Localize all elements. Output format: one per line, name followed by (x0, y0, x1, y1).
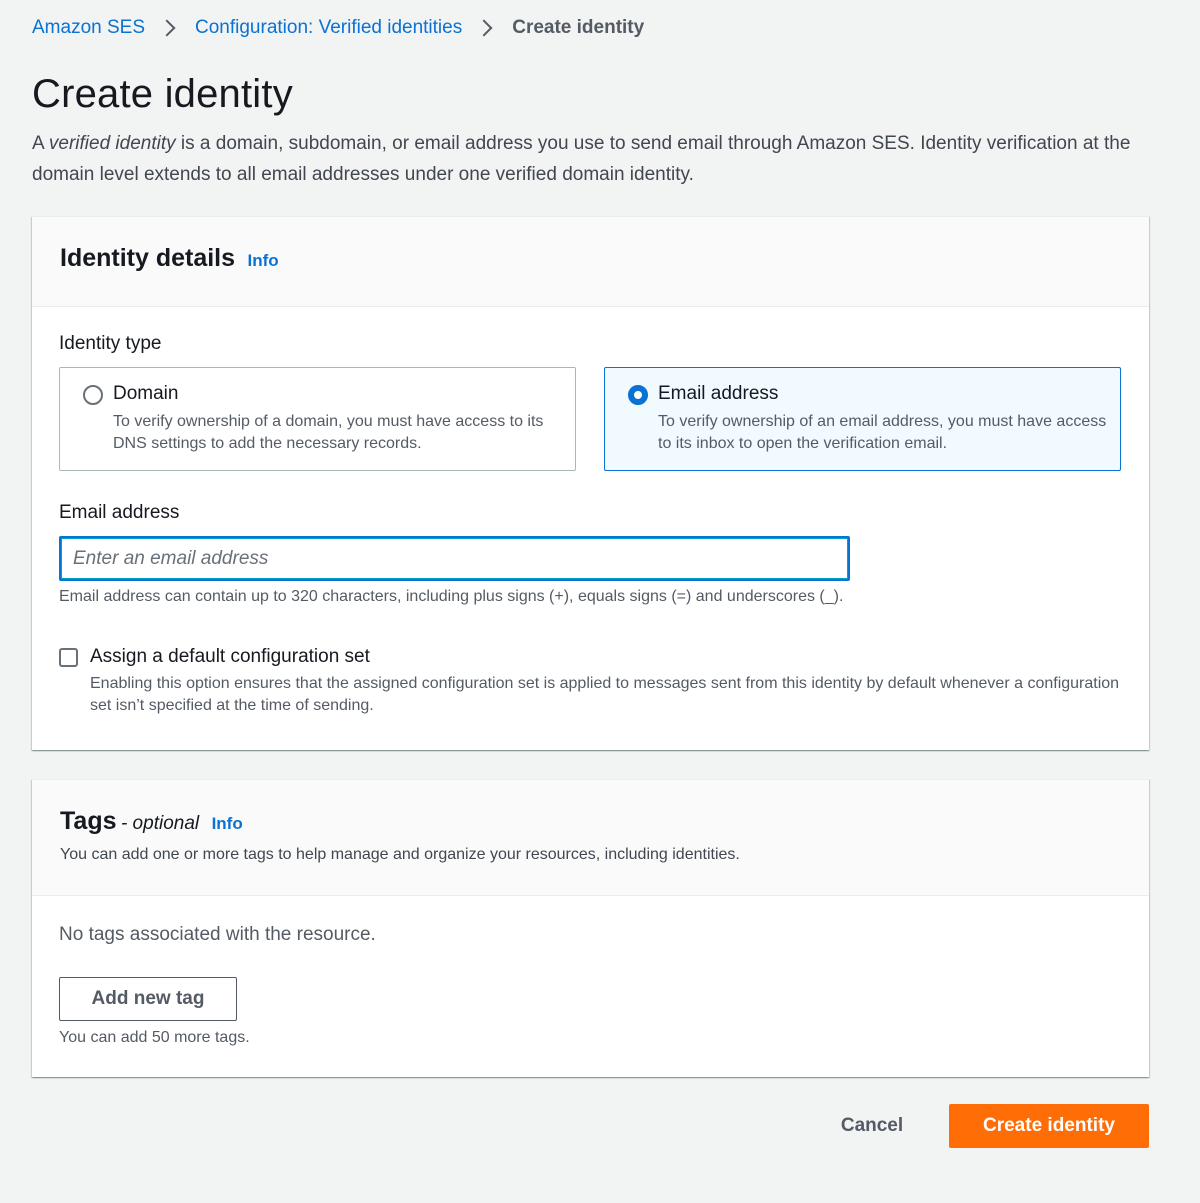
identity-type-email-tile[interactable] (604, 367, 1121, 471)
identity-details-title: Identity details (60, 244, 236, 272)
tags-title: Tags (60, 807, 117, 835)
page-description-rest: is a domain, subdomain, or email address you use to send email through Amazon SES. Identity verification at the domain level extends to all email addresses under one verified domain identity. (32, 133, 1131, 185)
page-description-em: verified identity (48, 133, 176, 154)
page-title: Create identity (32, 72, 293, 116)
tags-header (32, 780, 1149, 896)
breadcrumb-item-current: Create identity (512, 17, 645, 38)
identity-details-header (32, 217, 1149, 307)
chevron-right-icon (159, 20, 176, 37)
domain-option-description: To verify ownership of a domain, you must have access to its DNS settings to add the necessary records. (113, 413, 544, 452)
breadcrumb-item-verified-identities[interactable]: Configuration: Verified identities (195, 17, 463, 38)
identity-type-domain-tile[interactable] (59, 367, 576, 471)
default-config-set-description: Enabling this option ensures that the assigned configuration set is applied to messages sent from this identity by default whenever a configuration set isn’t specified at the time of sending. (90, 675, 1120, 714)
tags-empty-text: No tags associated with the resource. (59, 924, 376, 945)
chevron-right-icon (476, 20, 493, 37)
identity-type-label: Identity type (59, 333, 162, 354)
default-config-set-label[interactable]: Assign a default configuration set (90, 646, 370, 667)
tags-optional-label: - optional (120, 813, 200, 834)
identity-details-container (32, 216, 1149, 750)
domain-option-title: Domain (113, 383, 179, 404)
domain-radio[interactable] (83, 385, 103, 405)
cancel-button[interactable]: Cancel (820, 1104, 924, 1148)
breadcrumb (32, 14, 644, 42)
identity-details-info-link[interactable]: Info (247, 251, 279, 270)
create-identity-button[interactable]: Create identity (949, 1104, 1149, 1148)
email-option-title: Email address (658, 383, 779, 404)
email-option-description: To verify ownership of an email address, you must have access to its inbox to open the verification email. (658, 413, 1107, 452)
page-description (32, 128, 1152, 190)
email-address-input[interactable] (59, 536, 850, 581)
email-address-label: Email address (59, 502, 180, 523)
tags-limit-text: You can add 50 more tags. (59, 1029, 250, 1046)
email-radio[interactable] (628, 385, 648, 405)
tags-container (32, 779, 1149, 1077)
page-description-prefix: A (32, 133, 49, 154)
tags-info-link[interactable]: Info (211, 814, 243, 833)
email-address-constraint: Email address can contain up to 320 characters, including plus signs (+), equals signs (=) and underscores (_). (59, 588, 844, 605)
tags-description: You can add one or more tags to help manage and organize your resources, including identities. (60, 846, 740, 863)
default-config-set-checkbox[interactable] (59, 648, 78, 667)
breadcrumb-item-amazon-ses[interactable]: Amazon SES (32, 17, 145, 38)
add-new-tag-button[interactable]: Add new tag (59, 977, 237, 1021)
